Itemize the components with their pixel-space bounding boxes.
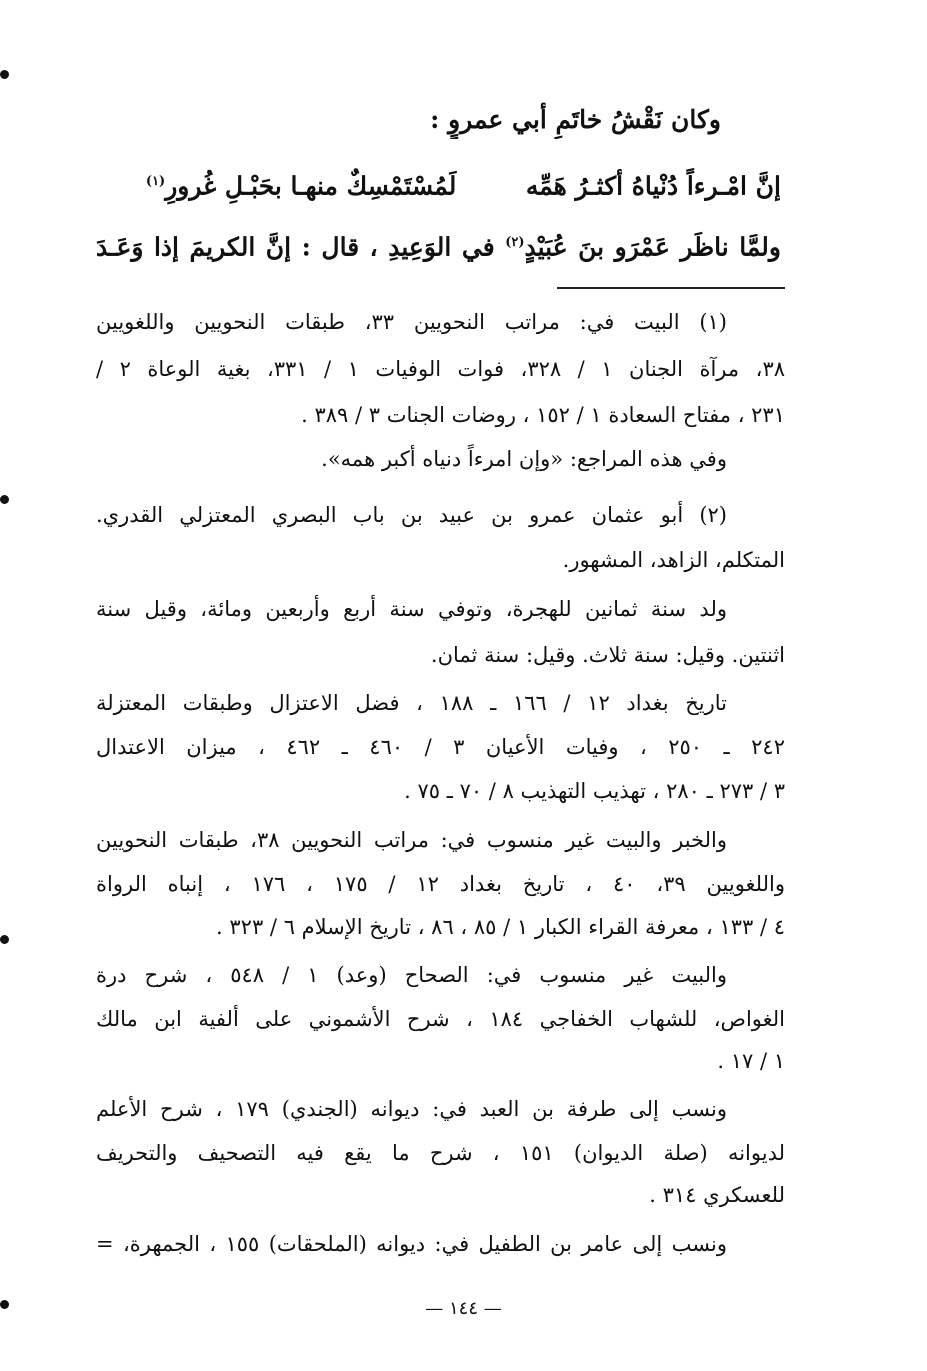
footnote-separator <box>557 287 785 289</box>
footnote-2-line-1: (٢) أبو عثمان عمرو بن عبيد بن باب البصري المعتزلي القدري. <box>96 503 727 527</box>
scan-mark <box>0 70 9 79</box>
footnote-2-para-7-line-2: لديوانه (صلة الديوان) ١٥١ ، شرح ما يقع فيه التصحيف والتحريف <box>96 1141 785 1165</box>
footnote-2-para-4-line-3: ٣ / ٢٧٣ ـ ٢٨٠ ، تهذيب التهذيب ٨ / ٧٠ ـ ٧٥ . <box>404 779 785 803</box>
footnote-2-para-3-line-1: ولد سنة ثمانين للهجرة، وتوفي سنة أربع وأربعين ومائة، وقيل سنة <box>96 597 727 621</box>
scan-mark <box>0 495 9 504</box>
verse-hemistich-2: لَمُسْتَمْسِكٌ منهـا بحَبْـلِ غُرورِ <box>165 171 457 201</box>
verse-hemistich-1: إنَّ امْـرءاً دُنْياهُ أكثـرُ هَمِّه <box>525 171 781 201</box>
main-line-1: وكان نَقْشُ خاتَمِ أبي عمروٍ : <box>430 105 721 134</box>
footnote-1-line-4: وفي هذه المراجع: «وإن امرءاً دنياه أكبر همه». <box>321 447 727 471</box>
footnote-2-para-5-line-3: ٤ / ١٣٣ ، معرفة القراء الكبار ١ / ٨٥ ، ٨٦ ، تاريخ الإسلام ٦ / ٣٢٣ . <box>216 915 785 939</box>
footnote-2-para-4-line-2: ٢٤٢ ـ ٢٥٠ ، وفيات الأعيان ٣ / ٤٦٠ ـ ٤٦٢ ، ميزان الاعتدال <box>96 735 785 759</box>
footnote-2-para-5-line-1: والخبر والبيت غير منسوب في: مراتب النحويين ٣٨، طبقات النحويين <box>96 828 727 852</box>
main-line-3 <box>96 224 781 266</box>
footnote-2-line-2: المتكلم، الزاهد، المشهور. <box>562 548 785 572</box>
footnote-ref-2: (٢) <box>505 235 525 250</box>
page-number: — ١٤٤ — <box>425 1298 502 1319</box>
footnote-2-para-4-line-1: تاريخ بغداد ١٢ / ١٦٦ ـ ١٨٨ ، فضل الاعتزال وطبقات المعتزلة <box>96 691 727 715</box>
footnote-2-para-6-line-3: ١ / ١٧ . <box>717 1049 785 1073</box>
verse-line <box>96 163 781 205</box>
scan-mark <box>0 935 9 944</box>
footnote-2-para-5-line-2: واللغويين ٣٩، ٤٠ ، تاريخ بغداد ١٢ / ١٧٥ ، ١٧٦ ، إنباه الرواة <box>96 872 785 896</box>
footnote-2-para-7-line-3: للعسكري ٣١٤ . <box>649 1183 785 1207</box>
footnote-2-para-7-line-1: ونسب إلى طرفة بن العبد في: ديوانه (الجندي) ١٧٩ ، شرح الأعلم <box>96 1097 727 1121</box>
footnote-2-para-6-line-1: والبيت غير منسوب في: الصحاح (وعد) ١ / ٥٤٨ ، شرح درة <box>96 963 727 987</box>
footnote-1-line-1: (١) البيت في: مراتب النحويين ٣٣، طبقات النحويين واللغويين <box>96 310 727 334</box>
main-line-3-part-2: في الوَعِيدِ ، قال : إنَّ الكريمَ إذا وَعَـدَ <box>96 232 506 262</box>
footnote-2-para-8-line-1: ونسب إلى عامر بن الطفيل في: ديوانه (الملحقات) ١٥٥ ، الجمهرة، = <box>96 1232 727 1256</box>
footnote-1-line-2: ٣٨، مرآة الجنان ١ / ٣٢٨، فوات الوفيات ١ / ٣٣١، بغية الوعاة ٢ / <box>96 357 785 381</box>
footnote-2-para-3-line-2: اثنتين. وقيل: سنة ثلاث. وقيل: سنة ثمان. <box>430 643 785 667</box>
footnote-ref-1: (١) <box>145 174 166 189</box>
main-line-3-part-1: ولمَّا ناظَر عَمْرَو بنَ عُبَيْدٍ <box>524 232 781 262</box>
footnote-2-para-6-line-2: الغواص، للشهاب الخفاجي ١٨٤ ، شرح الأشموني على ألفية ابن مالك <box>96 1007 785 1031</box>
footnote-1-line-3: ٢٣١ ، مفتاح السعادة ١ / ١٥٢ ، روضات الجنات ٣ / ٣٨٩ . <box>301 403 785 427</box>
